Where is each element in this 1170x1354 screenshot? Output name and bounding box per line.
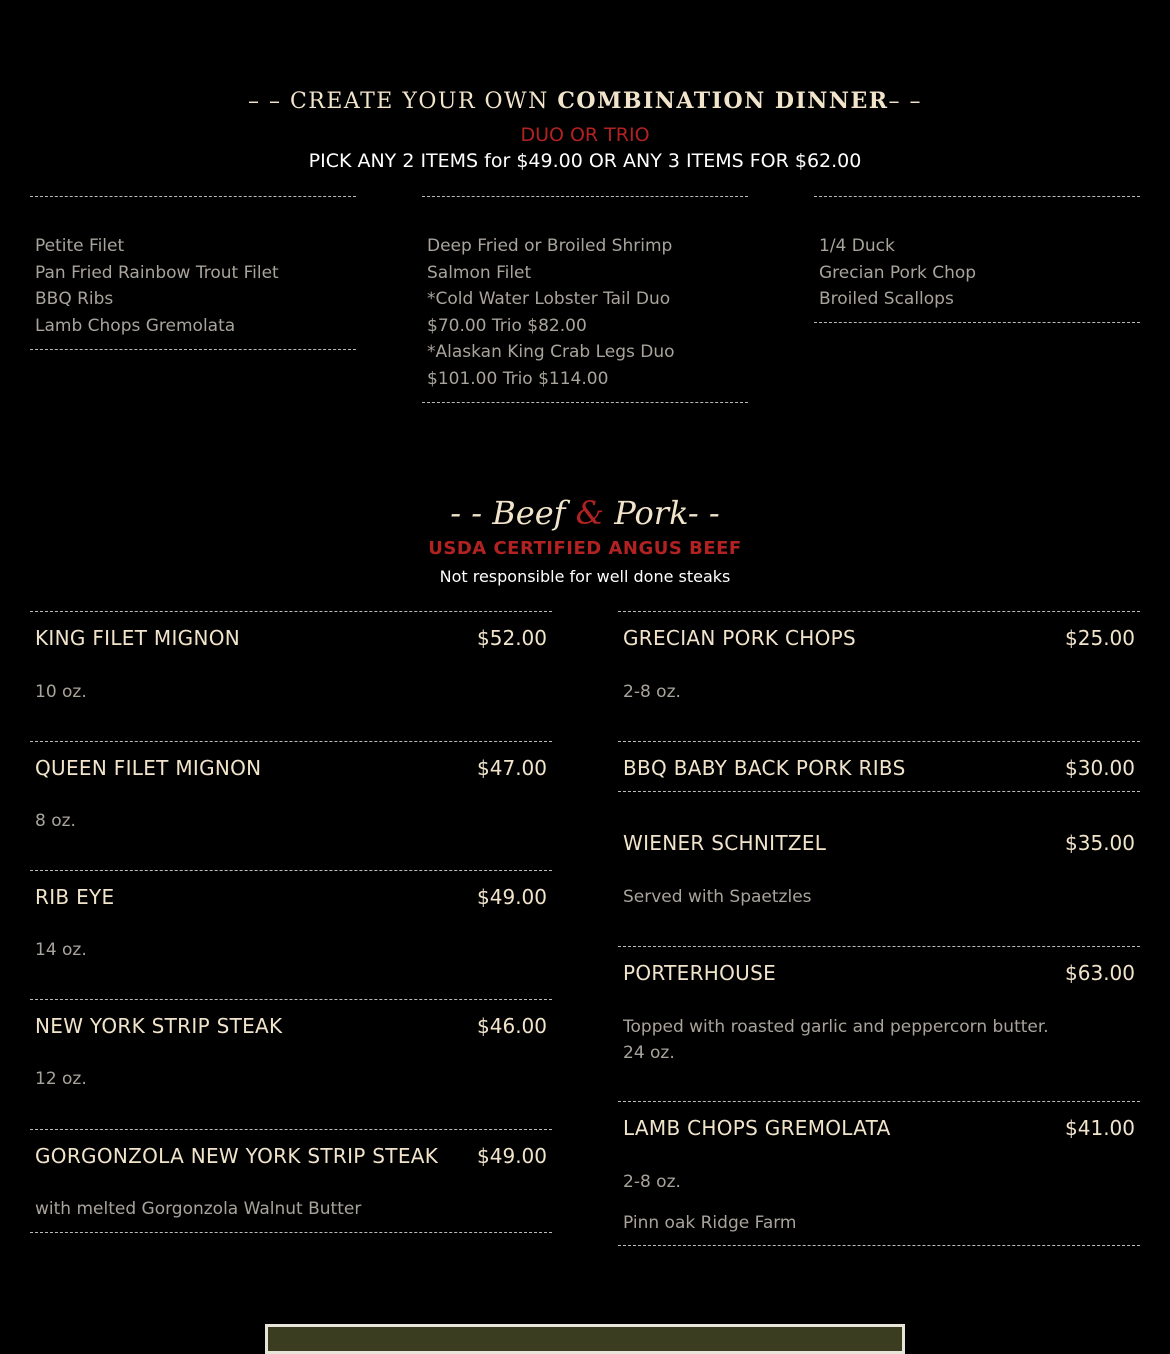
menu-item-name: KING FILET MIGNON [35,626,241,650]
combo-item: *Alaskan King Crab Legs Duo [427,342,675,362]
menu-item-desc: with melted Gorgonzola Walnut Butter [35,1199,362,1219]
menu-item-name: NEW YORK STRIP STEAK [35,1014,283,1038]
menu-item-desc: 12 oz. [35,1069,87,1089]
bottom-panel [265,1324,905,1354]
menu-item [618,946,1140,1076]
combo-column-1 [30,196,356,350]
menu-item-desc: Pinn oak Ridge Farm [623,1213,797,1233]
beef-note: Not responsible for well done steaks [439,567,731,586]
combo-item: 1/4 Duck [819,236,895,256]
menu-item-price: $41.00 [1065,1116,1135,1140]
menu-item-desc: Topped with roasted garlic and peppercorn butter. 24 oz. [623,1017,1049,1063]
menu-spacer [30,845,552,870]
menu-item-name: BBQ BABY BACK PORK RIBS [623,756,906,780]
combo-item: Deep Fried or Broiled Shrimp [427,236,673,256]
menu-spacer [30,974,552,999]
beef-title-b: Pork [614,494,688,532]
menu-column-right [618,611,1140,1246]
combo-item: BBQ Ribs [35,289,114,309]
beef-dashes-right: - - [687,494,720,532]
menu-item [30,870,552,974]
combo-item: Pan Fried Rainbow Trout Filet [35,262,279,283]
beef-title-amp: & [565,494,615,532]
beef-subtitle: USDA CERTIFIED ANGUS BEEF [428,538,742,559]
menu-item-name: GORGONZOLA NEW YORK STRIP STEAK [35,1144,439,1168]
menu-item-price: $52.00 [477,626,547,650]
menu-item [618,741,1140,792]
menu-item-price: $46.00 [477,1014,547,1038]
menu-item-desc: 2-8 oz. [623,682,681,702]
menu-item-desc: 8 oz. [35,811,76,831]
menu-item-price: $49.00 [477,885,547,909]
combo-dashes-left: – – [247,89,290,114]
combo-subtitle: DUO OR TRIO [520,124,650,146]
menu-item-price: $25.00 [1065,626,1135,650]
menu-item-desc: 14 oz. [35,940,87,960]
menu-item-price: $47.00 [477,756,547,780]
combo-item: $70.00 Trio $82.00 [427,315,587,336]
menu-item-desc: 2-8 oz. [623,1172,681,1192]
menu-spacer [30,715,552,741]
menu-item-name: WIENER SCHNITZEL [623,831,827,855]
combo-title [0,88,1170,114]
menu-item-name: PORTERHOUSE [623,961,777,985]
menu-spacer [618,920,1140,946]
combo-column-3 [814,196,1140,323]
combo-item: Petite Filet [35,236,125,256]
combo-dashes-right: – – [888,89,923,114]
beef-dashes-left: - - [450,494,493,532]
menu-spacer [618,1076,1140,1101]
menu-spacer [618,715,1140,741]
menu-item [30,999,552,1103]
menu-item-price: $30.00 [1065,756,1135,780]
menu-spacer [30,1103,552,1129]
menu-item [30,1129,552,1233]
combo-item: Grecian Pork Chop [819,262,977,283]
menu-item [618,611,1140,715]
menu-item-price: $35.00 [1065,831,1135,855]
menu-item [618,1101,1140,1246]
combo-pick-text: PICK ANY 2 ITEMS for $49.00 OR ANY 3 ITEMS FOR $62.00 [308,150,862,172]
menu-item-price: $63.00 [1065,961,1135,985]
menu-item-price: $49.00 [477,1144,547,1168]
combo-item: $101.00 Trio $114.00 [427,368,609,389]
beef-title-a: Beef [492,494,566,532]
combo-item: Lamb Chops Gremolata [35,315,236,336]
menu-item-name: LAMB CHOPS GREMOLATA [623,1116,891,1140]
combo-item: *Cold Water Lobster Tail Duo [427,289,671,309]
menu-item [30,741,552,845]
menu-item-name: RIB EYE [35,885,115,909]
menu-item-name: GRECIAN PORK CHOPS [623,626,856,650]
menu-column-left [30,611,552,1233]
menu-item [618,816,1140,920]
combo-item: Broiled Scallops [819,289,954,309]
combo-title-bold: COMBINATION DINNER [557,88,889,114]
menu-spacer [618,792,1140,816]
menu-item-name: QUEEN FILET MIGNON [35,756,262,780]
menu-item-desc: 10 oz. [35,682,87,702]
menu-item-desc: Served with Spaetzles [623,887,812,907]
combo-column-2 [422,196,748,403]
beef-pork-title [0,494,1170,532]
combo-title-light: CREATE YOUR OWN [289,89,558,114]
combo-item: Salmon Filet [427,262,532,283]
menu-item [30,611,552,715]
